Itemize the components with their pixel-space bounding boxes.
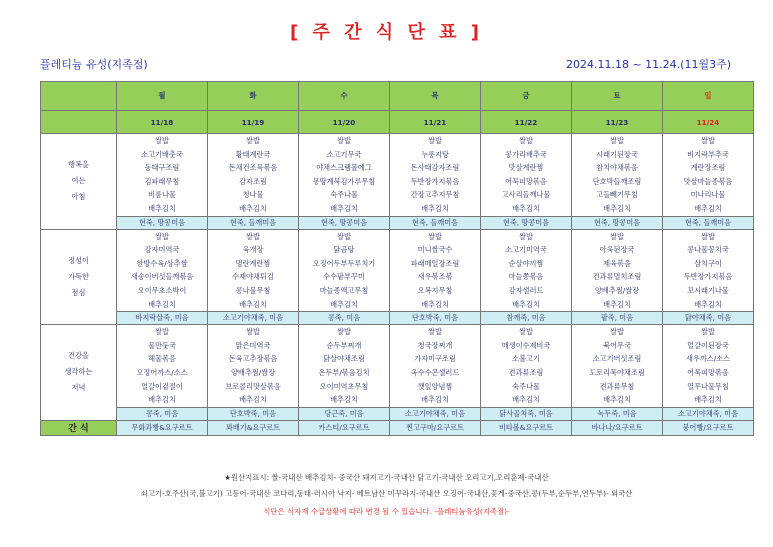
meal-row	[41, 229, 754, 312]
menu-item: 브로콜리맛살볶음	[225, 381, 281, 391]
menu-item: 돈사태감자조림	[410, 163, 460, 173]
menu-item: 참치야채볶음	[596, 163, 638, 173]
menu-item: 육개장	[242, 245, 264, 255]
menu-item: 소고기배춧국	[141, 149, 183, 159]
weekday-header: 수	[299, 82, 390, 111]
menu-cell	[572, 134, 663, 217]
snack-item: 바나나/요구르트	[572, 420, 663, 435]
menu-item: 새우까스/소스	[685, 354, 731, 364]
menu-item: 감자샐러드	[508, 285, 544, 295]
menu-item: 시래기된장국	[596, 149, 638, 159]
menu-item: 북어무국	[603, 340, 631, 350]
menu-item: 파래메일장조림	[410, 258, 460, 268]
menu-item: 매생이수제비국	[501, 340, 551, 350]
menu-cell	[390, 325, 481, 408]
weekday-header: 금	[481, 82, 572, 111]
menu-item: 배추김치	[694, 299, 722, 309]
weekday-header: 토	[572, 82, 663, 111]
weekday-header: 목	[390, 82, 481, 111]
menu-item: 도토리묵야채조림	[589, 367, 645, 377]
menu-item: 미나리나물	[690, 190, 726, 200]
menu-item: 단호박들깨조림	[592, 176, 642, 186]
menu-item: 소고기미역국	[505, 245, 547, 255]
menu-cell	[117, 134, 208, 217]
menu-item: 쌀밥	[428, 231, 442, 241]
date-header: 11/19	[208, 111, 299, 134]
menu-cell	[572, 229, 663, 312]
menu-item: 맛살마늘종볶음	[683, 176, 733, 186]
menu-item: 쌀밥	[610, 136, 624, 145]
porridge-row	[41, 312, 754, 325]
menu-item: 숙주나물	[512, 381, 540, 391]
menu-item: 수수팥부꾸미	[323, 272, 365, 282]
menu-item: 배추김치	[148, 299, 176, 309]
menu-item: 쌀밥	[701, 231, 715, 241]
porridge-item: 현죽, 들깨미음	[208, 216, 299, 229]
porridge-item: 현죽, 땅콩미음	[481, 216, 572, 229]
menu-item: 쌀밥	[701, 136, 715, 145]
menu-item: 배추김치	[603, 299, 631, 309]
porridge-item: 팥죽, 미음	[572, 312, 663, 325]
menu-item: 오복지무침	[417, 285, 453, 295]
menu-cell	[208, 229, 299, 312]
porridge-row	[41, 216, 754, 229]
menu-item: 제육볶음	[603, 258, 631, 268]
menu-item: 계란장조림	[690, 163, 726, 173]
menu-item: 쌀밥	[246, 327, 260, 337]
menu-cell	[299, 134, 390, 217]
menu-item: 어묵피망볶음	[687, 367, 729, 377]
menu-cell	[663, 325, 754, 408]
menu-item: 김파래무침	[144, 176, 180, 186]
porridge-item: 닭사골치죽, 미음	[481, 407, 572, 420]
snack-item: 무화과빵&요구르트	[117, 420, 208, 435]
menu-item: 한방수육/상추쌈	[136, 258, 188, 268]
porridge-item: 소고기야채죽, 미음	[663, 407, 754, 420]
menu-item: 쌀밥	[701, 327, 715, 337]
menu-item: 맑은미역국	[235, 340, 271, 350]
menu-item: 견과류조림	[508, 367, 544, 377]
menu-item: 소불고기	[512, 354, 540, 364]
date-row	[41, 111, 754, 134]
menu-item: 야채스크램블에그	[316, 163, 372, 173]
menu-item: 배추김치	[421, 299, 449, 309]
menu-cell	[117, 325, 208, 408]
meal-row	[41, 325, 754, 408]
menu-item: 비름나물	[148, 190, 176, 200]
weekday-header-sunday: 일	[663, 82, 754, 111]
menu-item: 배추김치	[421, 395, 449, 405]
menu-item: 콩나물무침	[235, 285, 271, 295]
snack-item: 꽈배기&요구르트	[208, 420, 299, 435]
menu-item: 고들빼기무침	[596, 190, 638, 200]
menu-item: 쌀밥	[155, 136, 169, 145]
menu-item: 꼬시래기나물	[687, 285, 729, 295]
menu-item: 배추김치	[330, 299, 358, 309]
menu-item: 쌀밥	[155, 231, 169, 241]
menu-item: 아욱된장국	[599, 245, 635, 255]
menu-item: 배추김치	[239, 299, 267, 309]
date-header: 11/23	[572, 111, 663, 134]
menu-item: 배추김치	[239, 203, 267, 213]
menu-cell	[208, 134, 299, 217]
origin-info-line-1: ★원산지표시: 쌀-국내산 배추김치- 중국산 돼지고기-국내산 닭고기-국내산 오리고기,오리훈제-국내산	[224, 473, 549, 482]
menu-item: 돈채건조묵볶음	[228, 163, 278, 173]
menu-item: 양배추찜/쌈장	[230, 367, 276, 377]
menu-item: 배추김치	[694, 395, 722, 405]
menu-item: 배추김치	[421, 203, 449, 213]
menu-item: 쌀밥	[519, 231, 533, 241]
menu-item: 삼치구이	[694, 258, 722, 268]
menu-item: 새우볶조볶	[417, 272, 453, 282]
menu-cell	[299, 325, 390, 408]
menu-item: 쌀밥	[428, 327, 442, 337]
menu-item: 온두부/볶음김치	[318, 367, 370, 377]
menu-item: 배추김치	[512, 203, 540, 213]
menu-item: 쌀밥	[519, 136, 533, 145]
meal-row	[41, 134, 754, 217]
menu-item: 소고기무국	[326, 149, 362, 159]
menu-item: 닭살야채조림	[323, 354, 365, 364]
porridge-item: 현죽, 땅콩미음	[117, 216, 208, 229]
menu-cell	[299, 229, 390, 312]
snack-item: 찐고구마/요구르트	[390, 420, 481, 435]
date-header: 11/21	[390, 111, 481, 134]
menu-item: 쌀밥	[246, 136, 260, 145]
porridge-item: 닭야채죽, 미음	[663, 312, 754, 325]
menu-item: 배추김치	[512, 395, 540, 405]
menu-cell	[481, 325, 572, 408]
org-name: 플레티늄 유성(지족점)	[40, 58, 148, 71]
menu-item: 배추김치	[239, 395, 267, 405]
meal-label: 행복을 여는 아침	[41, 134, 117, 230]
menu-item: 몽땅계묵김가루무침	[312, 176, 376, 186]
menu-item: 순두부찌개	[326, 340, 362, 350]
menu-item: 콩가리배추국	[505, 149, 547, 159]
menu-item: 미니쌀국수	[417, 245, 453, 255]
weekday-header: 화	[208, 82, 299, 111]
menu-item: 황태계란국	[235, 149, 271, 159]
menu-item: 견과류무침	[599, 381, 635, 391]
menu-item: 어묵피망볶음	[505, 176, 547, 186]
menu-item: 가자미구조림	[414, 354, 456, 364]
snack-item: 비타볼&요구르트	[481, 420, 572, 435]
snack-item: 카스티/요구르트	[299, 420, 390, 435]
menu-item: 쌀밥	[428, 136, 442, 145]
menu-period: 2024.11.18 ~ 11.24.(11월3주)	[565, 58, 731, 71]
menu-item: 얼갈이된장국	[687, 340, 729, 350]
menu-item: 돈육고추장볶음	[228, 354, 278, 364]
menu-item: 쌀밥	[610, 231, 624, 241]
menu-item: 쌀밥	[246, 231, 260, 241]
menu-item: 쌀밥	[337, 327, 351, 337]
menu-item: 배추김치	[512, 299, 540, 309]
snack-label: 간 식	[41, 420, 117, 435]
menu-cell	[663, 134, 754, 217]
menu-item: 배추김치	[330, 203, 358, 213]
menu-item: 소고기버섯조림	[592, 354, 642, 364]
menu-item: 새송이버섯들깨볶음	[130, 272, 194, 282]
menu-item: 명란계란찜	[235, 258, 271, 268]
weekday-header: 월	[117, 82, 208, 111]
snack-row	[41, 420, 754, 435]
porridge-item: 참깨죽, 미음	[481, 312, 572, 325]
date-header: 11/22	[481, 111, 572, 134]
menu-item: 맛살계란찜	[508, 163, 544, 173]
menu-item: 순살야끼찜	[508, 258, 544, 268]
menu-item: 오이미역초무침	[319, 381, 369, 391]
menu-item: 쌀밥	[155, 327, 169, 337]
snack-item: 붕어빵/요구르트	[663, 420, 754, 435]
date-header-sunday: 11/24	[663, 111, 754, 134]
meal-label: 정성이 가득한 점심	[41, 229, 117, 325]
menu-item: 닭곰탕	[333, 245, 355, 255]
change-notice: 식단은 식자재 수급상황에 따라 변경 될 수 있습니다. -플레티늄유성(지족점)-	[263, 507, 510, 516]
menu-item: 쌀밥	[337, 136, 351, 145]
menu-item: 마늘종액고무침	[319, 285, 369, 295]
date-header: 11/18	[117, 111, 208, 134]
menu-cell	[390, 134, 481, 217]
menu-item: 배추김치	[148, 395, 176, 405]
menu-item: 두반장가지볶음	[410, 176, 460, 186]
menu-item: 옥수수콘샐러드	[410, 367, 460, 377]
menu-item: 얼갈이겉절이	[141, 381, 183, 391]
menu-item: 오이무초소박이	[137, 285, 187, 295]
menu-item: 해물볶음	[148, 354, 176, 364]
origin-info-line-2: 쇠고기-호주산(국,불고기) 고등어-국내산 코다리,동태-러시아 낙지- 베트남산 미꾸라지-국내산 오징어-국내산,꽃게-중국산,콩(두부,순두부,연두부)- 외국산	[140, 489, 633, 498]
porridge-item: 소고기야채죽, 미음	[208, 312, 299, 325]
porridge-item: 단호박죽, 미음	[390, 312, 481, 325]
porridge-item: 소고기야채죽, 미음	[390, 407, 481, 420]
menu-item: 배추김치	[330, 395, 358, 405]
menu-item: 물만둣국	[148, 340, 176, 350]
weekly-menu-table	[40, 81, 754, 436]
menu-item: 배추김치	[694, 203, 722, 213]
menu-cell	[481, 134, 572, 217]
menu-item: 동태구조림	[144, 163, 180, 173]
porridge-item: 콩죽, 미음	[117, 407, 208, 420]
porridge-item: 당근죽, 미음	[299, 407, 390, 420]
menu-cell	[481, 229, 572, 312]
porridge-item: 콩죽, 미음	[299, 312, 390, 325]
menu-item: 간장고추지무침	[410, 190, 460, 200]
porridge-item: 현죽, 땅콩미음	[299, 216, 390, 229]
porridge-item: 바지락살죽, 미음	[117, 312, 208, 325]
menu-item: 숙주나물	[330, 190, 358, 200]
date-header: 11/20	[299, 111, 390, 134]
menu-item: 감자조림	[239, 176, 267, 186]
menu-item: 깻잎양념찜	[417, 381, 453, 391]
weekday-row	[41, 82, 754, 111]
menu-item: 마늘쫑볶음	[508, 272, 544, 282]
porridge-row	[41, 407, 754, 420]
menu-item: 건과류멸치조림	[592, 272, 642, 282]
menu-item: 열무나물무침	[687, 381, 729, 391]
menu-item: 누룽지탕	[421, 149, 449, 159]
corner-cell	[41, 111, 117, 134]
menu-item: 배추김치	[603, 395, 631, 405]
porridge-item: 현죽, 들깨미음	[390, 216, 481, 229]
menu-item: 오징어까스/소스	[136, 367, 188, 377]
menu-cell	[663, 229, 754, 312]
menu-cell	[208, 325, 299, 408]
menu-item: 쌀밥	[337, 231, 351, 241]
menu-item: 비지락부추국	[687, 149, 729, 159]
corner-cell	[41, 82, 117, 111]
menu-item: 수제야채튀김	[232, 272, 274, 282]
menu-item: 오징어두부두루치기	[312, 258, 376, 268]
menu-item: 배추김치	[148, 203, 176, 213]
porridge-item: 현죽, 땅콩미음	[572, 216, 663, 229]
menu-item: 감자미역국	[144, 245, 180, 255]
menu-item: 콩나물꽁치국	[687, 245, 729, 255]
porridge-item: 단호박죽, 미음	[208, 407, 299, 420]
menu-cell	[390, 229, 481, 312]
page-title: [ 주 간 식 단 표 ]	[290, 22, 483, 43]
menu-item: 청국장찌개	[417, 340, 453, 350]
meal-label: 건강을 생각하는 저녁	[41, 325, 117, 421]
menu-item: 쌀밥	[519, 327, 533, 337]
porridge-item: 현죽, 들깨미음	[663, 216, 754, 229]
porridge-item: 녹두죽, 미음	[572, 407, 663, 420]
menu-item: 양배추찜/쌈장	[594, 285, 640, 295]
menu-cell	[572, 325, 663, 408]
menu-cell	[117, 229, 208, 312]
menu-item: 배추김치	[603, 203, 631, 213]
menu-item: 청나물	[242, 190, 264, 200]
menu-item: 쌀밥	[610, 327, 624, 337]
menu-item: 고사리들깨나물	[501, 190, 551, 200]
menu-item: 두반장가지볶음	[683, 272, 733, 282]
